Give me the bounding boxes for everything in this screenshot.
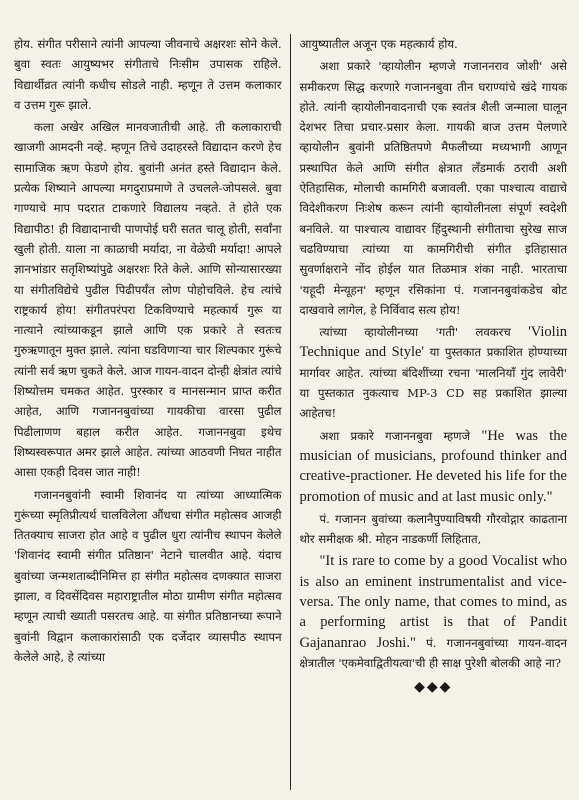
p3-text-pre: त्यांच्या व्हायोलीनच्या 'गती' लवकरच bbox=[319, 325, 529, 340]
two-column-layout bbox=[14, 34, 567, 790]
left-paragraph-3: गजाननबुवांनी स्वामी शिवानंद या त्यांच्या आध्यात्मिक गुरूंच्या स्मृतिप्रीत्यर्थ चालविलेला औंधचा संगीत महोत्सव आजही तितक्याच साजरा होत आहे व पुढील धुरा त्यांनीच स्थापन केलेले 'शिवानंद स्वामी संगीत प्रतिष्ठान' नेटाने चालवीत आहे. यंदाच बुवांच्या जन्मशताब्दीनिमित्त हा संगीत महोत्सव दणक्यात साजरा झाला, व दिवसेंदिवस महाराष्ट्रातील मोठा ग्रामीण संगीत महोत्सव म्हणून त्याची ख्याती पसरतच आहे. या संगीत प्रतिष्ठानच्या रूपाने बुवांनी विद्वान कलाकारांसाठी एक दर्जेदार व्यासपीठ स्थापन केलेले आहे, हे त्यांच्या bbox=[14, 487, 282, 664]
left-paragraph-2: कला अखेर अखिल मानवजातीची आहे. ती कलाकाराची खाजगी आमदनी नव्हे. म्हणून तिचे उदाहरस्ते विद्यादान करणे हेच सामाजिक ऋण फेडणे होय. बुवांनी अनंत हस्ते विद्यादान केले. प्रत्येक शिष्याने आपल्या मगदुराप्रमाणे ते उचलले-जोपसले. बुवा गाण्याचे माप पदरात टाकणारे विद्यालय नव्हते. ते होते एक विद्यापीठ! ही विद्यादानाची पाणपोई घरी सतत चालू होती, सर्वांना खुली होती. याला ना काळाची मर्यादा, ना वेळेची मर्यादा! आपले ज्ञानभांडार सतृशिष्यांपुढे अक्षरशः रिते केले. आणि सोन्यासारख्या या संगीतविद्येचे पुढील पिढीपर्यंत लोण पोहोचविले. हेच त्यांचे राष्ट्रकार्य होय! संगीतपरंपरा टिकविण्याचे महत्कार्य गुरू या नात्याने त्यांच्याकडून झाले आणि एक प्रकारे ते स्वतःच गुरुऋणातून मुक्त झाले. त्यांना घडविणाऱ्या चार शिल्पकार गुरूंचे त्यांनी सर्व ऋण चुकते केले. आज गायन-वादन दोन्ही क्षेत्रांत त्यांचे शिष्योत्तम चमकत आहेत. पुरस्कार व मानसन्मान प्राप्त करीत आहेत, आणि गजाननबुवांच्या गायकीचा वारसा पुढील पिढीलाणण बहाल करीत आहेत. गजाननबुवा इथेच शिष्यस्वरूपात अमर झाले आहेत. त्यांच्या आठवणी निघत नाहीत आसा एकही दिवस जात नाही! bbox=[14, 120, 282, 480]
left-column bbox=[14, 34, 288, 790]
english-quote-1: "He was the musician of musicians, profound thinker and creative-practioner. He deveted his life for the promotion of music and at last music only." bbox=[299, 427, 568, 505]
left-paragraph-1: होय. संगीत परीसाने त्यांनी आपल्या जीवनाचे अक्षरशः सोने केले. बुवा स्वतः आयुष्यभर संगीताचे निःसीम उपासक राहिले. विद्यार्थीव्रत त्यांनी कधीच सोडले नाही. म्हणून ते उत्तम कलाकार व उत्तम गुरू झाले. bbox=[14, 37, 282, 112]
column-divider bbox=[290, 34, 292, 790]
right-paragraph-3 bbox=[299, 322, 567, 423]
p6-text-post: पं. गजाननबुवांच्या गायन-वादन क्षेत्रातील 'एकमेवाद्वितीयत्वा'ची ही साक्ष पुरेशी बोलकी आहे ना? bbox=[299, 635, 567, 670]
right-column bbox=[293, 34, 567, 790]
right-paragraph-4 bbox=[299, 426, 567, 507]
book-title-english: 'Violin Technique and Style' bbox=[299, 324, 567, 361]
p3-text-post: या पुस्तकात प्रकाशित होण्याच्या मार्गावर आहेत. त्यांच्या बंदिशींच्या रचना 'मालनियाँ गुंद लावेरी' या पुस्तकात नुकत्याच MP-3 CD सह प्रकाशित झाल्या आहेतच! bbox=[299, 345, 567, 421]
p4-text-pre: अशा प्रकारे गजाननबुवा म्हणजे bbox=[319, 428, 482, 443]
ornament-divider: ◆◆◆ bbox=[414, 679, 453, 696]
right-paragraph-2: अशा प्रकारे 'व्हायोलीन म्हणजे गजाननराव जोशी' असे समीकरण सिद्ध करणारे गजाननबुवा तीन घराण्यांचे खंदे गायक होते. त्यांनी व्हायोलीनवादनाची एक स्वतंत्र शैली जन्माला घालून देशभर तिचा प्रचार-प्रसार केला. गायकी बाज उत्तम पेलणारे व्हायोलीन बुवांनी प्रतिष्ठितपणे मैफलीच्या मध्यभागी आणून प्रस्थापित केले आणि संगीत क्षेत्रात लँडमार्क ठरावी अशी ऐतिहासिक, मोलाची कामगिरी बजावली. एका पाश्चात्य वाद्याचे विदेशीकरण निःशेष करून त्यांनी व्हायोलीनला संपूर्ण स्वदेशी बनविले. या पाश्चात्य वाद्यावर हिंदुस्थानी संगीताचा सुरेख साज चढविण्याचा त्यांच्या या कामगिरीची संगीत इतिहासात सुवर्णाक्षराने नोंद होईल यात तिळमात्र शंका नाही. भारताचा 'यहूदी मेन्यूहन' म्हणून रसिकांना पं. गजाननबुवांकडेच बोट दाखवावे लागेल, हे निर्विवाद सत्य होय! bbox=[299, 59, 567, 317]
right-paragraph-1: आयुष्यातील अजून एक महत्कार्य होय. bbox=[299, 37, 458, 51]
english-quote-2: "It is rare to come by a good Vocalist who is also an eminent instrumentalist and vice-versa. The only name, that comes to mind, as a performing artist is that of Pandit Gajananrao Joshi." bbox=[299, 553, 567, 651]
right-paragraph-5: पं. गजानन बुवांच्या कलानैपुण्याविषयी गौरवोद्गार काढताना थोर समीक्षक श्री. मोहन नाडकर्णी लिहितात, bbox=[299, 511, 567, 547]
right-paragraph-6 bbox=[299, 551, 567, 673]
